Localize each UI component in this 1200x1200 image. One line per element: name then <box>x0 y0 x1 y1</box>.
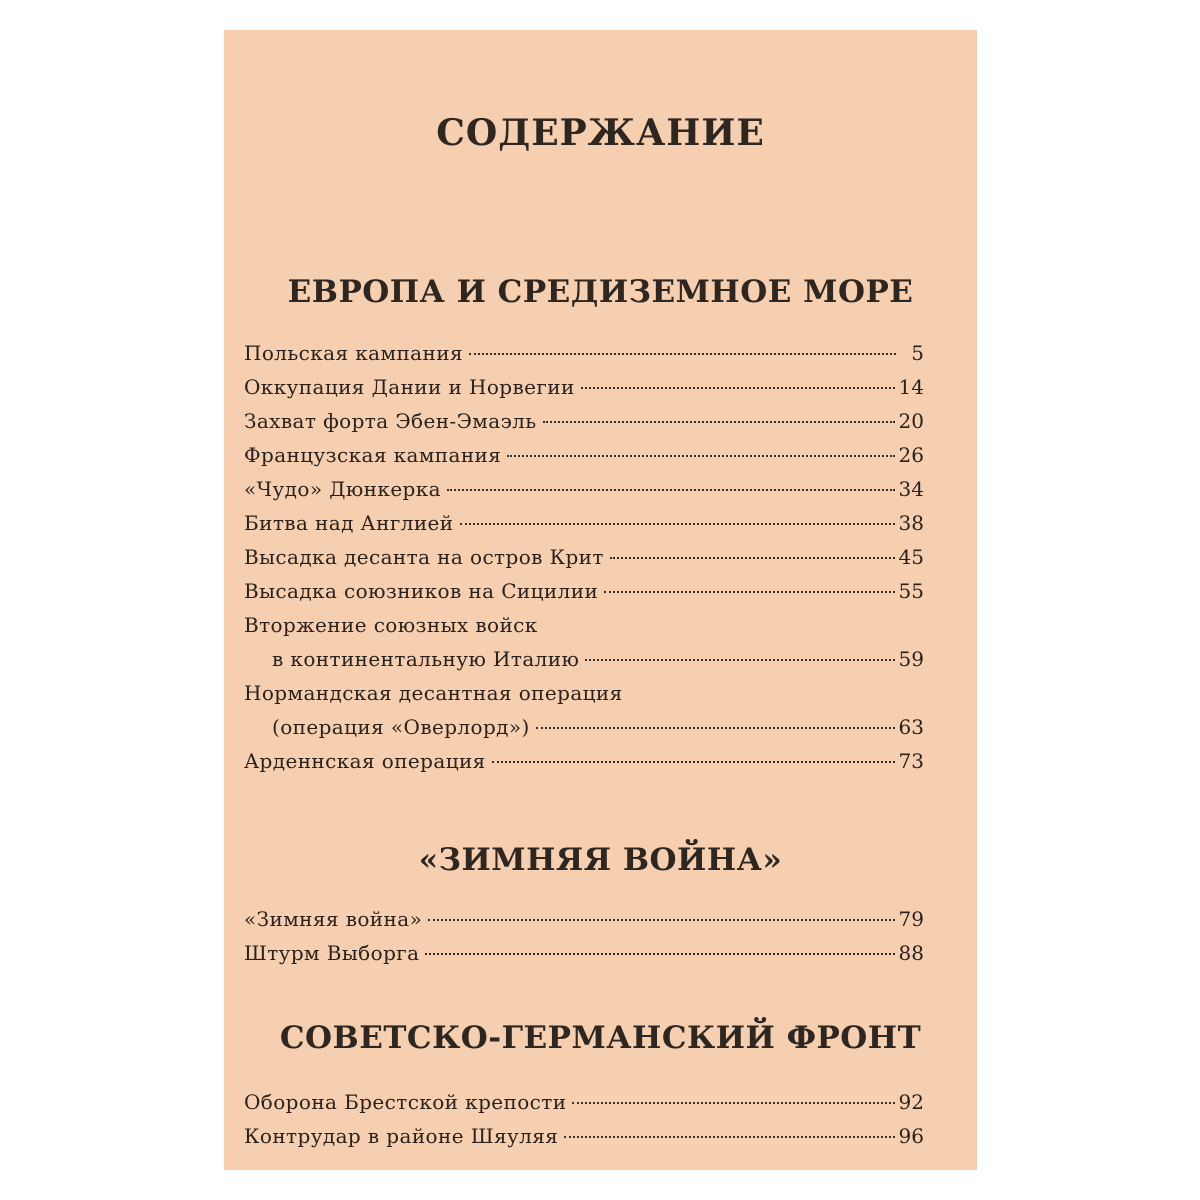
dot-leader <box>564 1136 894 1138</box>
toc-entry-title: Штурм Выборга <box>244 941 420 965</box>
toc-entry-page: 79 <box>898 907 924 931</box>
toc-entry <box>244 370 924 404</box>
dot-leader <box>507 455 894 457</box>
toc-entry-title: Оборона Брестской крепости <box>244 1090 567 1114</box>
toc-entry-title: Захват форта Эбен-Эмаэль <box>244 409 537 433</box>
dot-leader <box>428 919 894 921</box>
dot-leader <box>447 489 895 491</box>
dot-leader <box>572 1102 894 1104</box>
toc-entry <box>244 540 924 574</box>
toc-entry-page: 20 <box>898 409 924 433</box>
dot-leader <box>536 727 895 729</box>
toc-entry-title: «Чудо» Дюнкерка <box>244 477 441 501</box>
page-title: СОДЕРЖАНИЕ <box>436 112 765 154</box>
toc-entry-title: (операция «Оверлорд») <box>272 715 530 739</box>
toc-entry-title: в континентальную Италию <box>272 647 580 671</box>
toc-entry <box>244 608 924 676</box>
toc-entry <box>244 472 924 506</box>
dot-leader <box>492 761 895 763</box>
toc-list-winter-war <box>244 902 924 970</box>
toc-entry-title: Оккупация Дании и Норвегии <box>244 375 575 399</box>
toc-entry <box>244 1085 924 1119</box>
toc-entry-title: «Зимняя война» <box>244 907 423 931</box>
toc-entry <box>244 744 924 778</box>
toc-entry <box>244 902 924 936</box>
toc-entry-page: 63 <box>898 715 924 739</box>
toc-entry-title-line1: Нормандская десантная операция <box>244 681 623 705</box>
dot-leader <box>425 953 894 955</box>
dot-leader <box>581 387 895 389</box>
toc-entry-page: 73 <box>898 749 924 773</box>
toc-entry-title: Французская кампания <box>244 443 502 467</box>
dot-leader <box>610 557 895 559</box>
toc-entry-title: Высадка союзников на Сицилии <box>244 579 599 603</box>
section-heading-winter-war: «ЗИМНЯЯ ВОЙНА» <box>418 842 783 878</box>
toc-entry-page: 45 <box>898 545 924 569</box>
toc-entry-title: Битва над Англией <box>244 511 454 535</box>
toc-entry-title-line1: Вторжение союзных войск <box>244 613 538 637</box>
toc-entry <box>244 404 924 438</box>
toc-entry-page: 88 <box>898 941 924 965</box>
toc-entry-page: 14 <box>898 375 924 399</box>
dot-leader <box>585 659 894 661</box>
toc-entry <box>244 506 924 540</box>
toc-entry-page: 34 <box>898 477 924 501</box>
toc-entry-title: Арденнская операция <box>244 749 486 773</box>
toc-entry-title: Высадка десанта на остров Крит <box>244 545 604 569</box>
toc-entry-page: 5 <box>911 341 924 365</box>
dot-leader <box>604 591 894 593</box>
toc-entry-page: 55 <box>898 579 924 603</box>
dot-leader <box>460 523 895 525</box>
toc-list-eastern-front <box>244 1085 924 1153</box>
toc-entry <box>244 574 924 608</box>
toc-entry-page: 92 <box>898 1090 924 1114</box>
toc-entry <box>244 1119 924 1153</box>
book-page <box>224 30 977 1170</box>
toc-entry <box>244 336 924 370</box>
toc-entry-page: 96 <box>898 1124 924 1148</box>
dot-leader <box>543 421 895 423</box>
section-heading-europe: ЕВРОПА И СРЕДИЗЕМНОЕ МОРЕ <box>287 274 914 310</box>
section-heading-eastern-front: СОВЕТСКО-ГЕРМАНСКИЙ ФРОНТ <box>279 1020 922 1056</box>
dot-leader <box>469 353 896 355</box>
toc-entry-title: Польская кампания <box>244 341 463 365</box>
toc-entry-page: 38 <box>898 511 924 535</box>
toc-entry <box>244 438 924 472</box>
toc-list-europe <box>244 336 924 778</box>
toc-entry-title: Контрудар в районе Шяуляя <box>244 1124 559 1148</box>
toc-entry-page: 59 <box>898 647 924 671</box>
toc-entry <box>244 936 924 970</box>
toc-entry <box>244 676 924 744</box>
toc-entry-page: 26 <box>898 443 924 467</box>
